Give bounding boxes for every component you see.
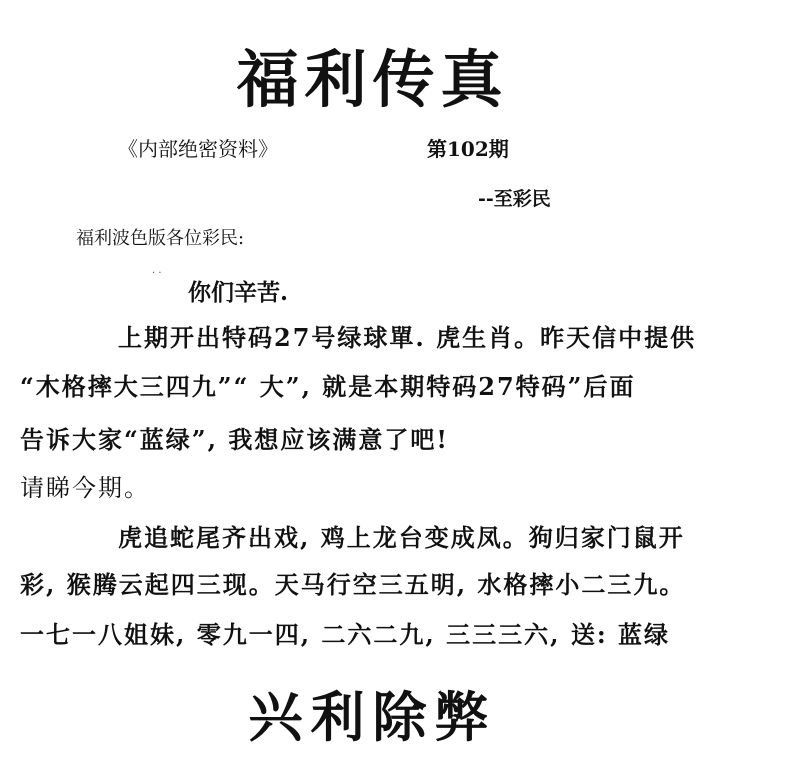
document-title: 福利传真 [236, 43, 509, 116]
body-line-7: 一七一八姐妹, 零九一四, 二六二九, 三三三六, 送: 蓝绿 [20, 620, 671, 649]
greeting: 福利波色版各位彩民: [76, 228, 245, 249]
addressee: --至彩民 [478, 188, 551, 210]
issue-number: 第102期 [427, 137, 509, 161]
salutation: 你们辛苦. [188, 279, 289, 306]
body-line-1: 上期开出特码27号绿球單. 虎生肖。昨天信中提供 [118, 323, 697, 352]
footer-slogan: 兴利除弊 [248, 685, 497, 749]
document-subtitle: 《内部绝密资料》 [118, 137, 278, 161]
decorative-dots: · · [152, 268, 162, 279]
body-line-4: 请睇今期。 [20, 474, 150, 502]
body-line-3: 告诉大家“蓝绿”, 我想应该满意了吧! [20, 425, 449, 454]
body-line-6: 彩, 猴腾云起四三现。天马行空三五明, 水格摔小二三九。 [20, 570, 686, 599]
body-line-2: “木格摔大三四九”“ 大”, 就是本期特码27特码”后面 [20, 372, 636, 401]
body-line-5: 虎追蛇尾齐出戏, 鸡上龙台变成凤。狗归家门鼠开 [118, 523, 685, 552]
